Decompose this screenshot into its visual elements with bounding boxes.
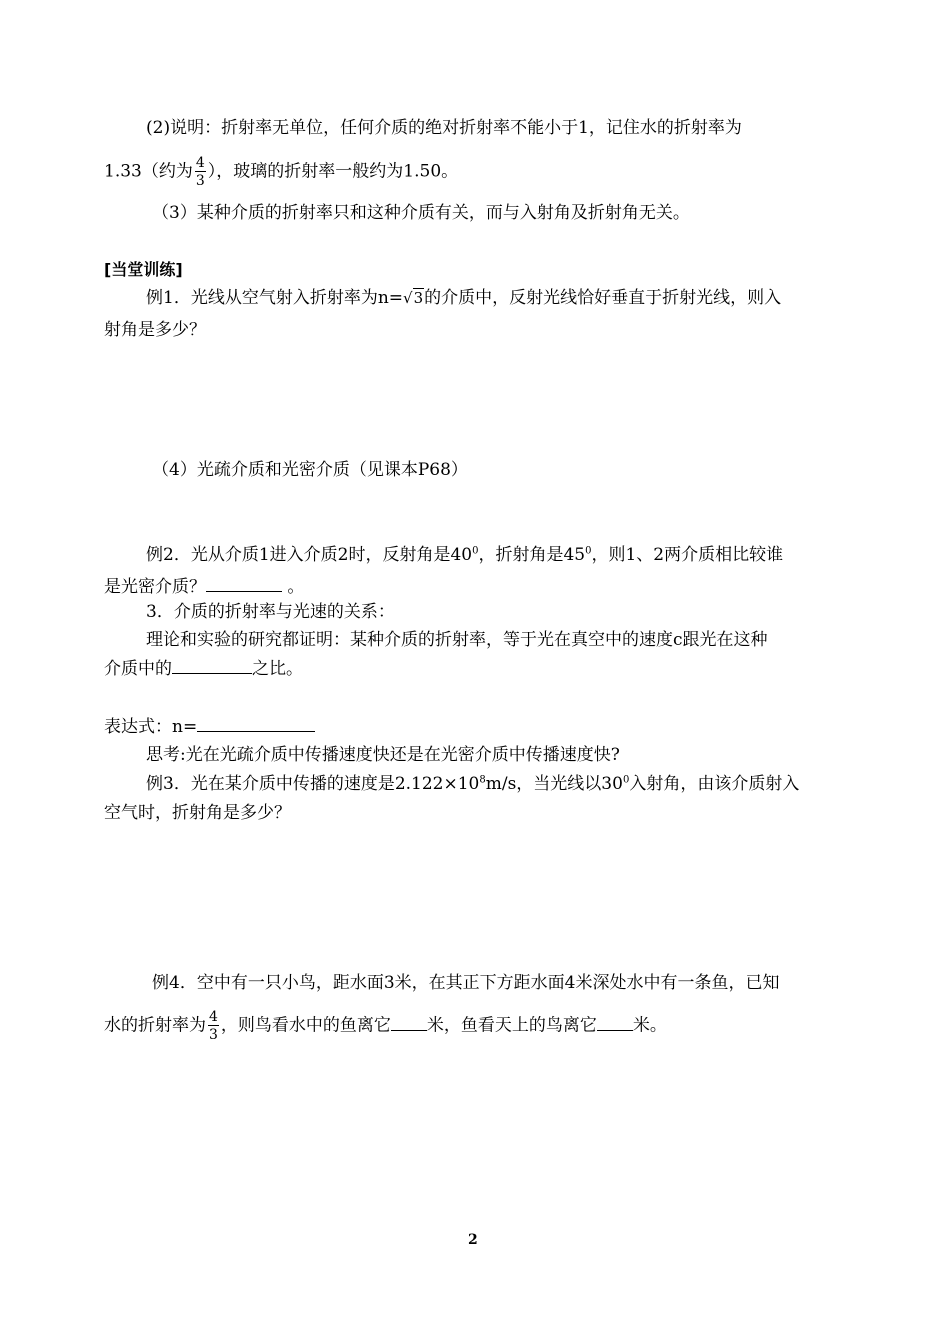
sec3-title: 3．介质的折射率与光速的关系： [146, 602, 395, 622]
ex3-line2: 空气时，折射角是多少？ [104, 803, 291, 823]
page-number: 2 [468, 1232, 478, 1248]
answer-blank[interactable] [172, 657, 252, 674]
sec3-line2: 介质中的 之比。 [104, 659, 303, 679]
think-question: 思考:光在光疏介质中传播速度快还是在光密介质中传播速度快? [146, 745, 620, 765]
answer-blank[interactable] [391, 1014, 427, 1031]
ex2-line2: 是光密介质？ 。 [104, 577, 305, 597]
ex3-line1: 例3．光在某介质中传播的速度是$2.122\times 10^8m/s$，当光线以$30^0$入射角，由该介质射入 [146, 774, 800, 794]
section-title: [当堂训练] [104, 260, 183, 279]
ex2-line1: 例2．光从介质1进入介质2时，反射角是$40^0$，折射角是$45^0$，则1、2两介质相比较谁 [146, 545, 784, 565]
answer-blank[interactable] [206, 575, 282, 592]
answer-blank[interactable] [597, 1014, 633, 1031]
sec3-line1: 理论和实验的研究都证明：某种介质的折射率，等于光在真空中的速度c跟光在这种 [146, 630, 768, 650]
expression-line: 表达式：n= [104, 715, 315, 739]
ex1-line1: 例1．光线从空气射入折射率为n=√3的介质中，反射光线恰好垂直于折射光线，则入 [146, 288, 782, 308]
para3: （3）某种介质的折射率只和这种介质有关，而与入射角及折射角无关。 [152, 203, 690, 223]
para2-line1: (2)说明：折射率无单位，任何介质的绝对折射率不能小于1，记住水的折射率为 [146, 118, 742, 138]
answer-blank[interactable] [197, 715, 315, 732]
fraction-four-thirds: $\frac{4}{3}$ [209, 1009, 218, 1043]
sqrt-symbol: √3 [403, 289, 424, 307]
para2-line2: 1.33（约为 $\frac{4}{3}$ ），玻璃的折射率一般约为1.50。 [104, 155, 459, 189]
ex4-line1: 例4．空中有一只小鸟，距水面3米，在其正下方距水面4米深处水中有一条鱼，已知 [152, 973, 780, 993]
ex1-line2: 射角是多少？ [104, 320, 206, 340]
para4: （4）光疏介质和光密介质（见课本P68） [152, 460, 468, 480]
ex4-line2: 水的折射率为 $\frac{4}{3}$ ，则鸟看水中的鱼离它 米，鱼看天上的鸟离它 米。 [104, 1009, 667, 1043]
fraction-four-thirds: $\frac{4}{3}$ [195, 155, 205, 189]
